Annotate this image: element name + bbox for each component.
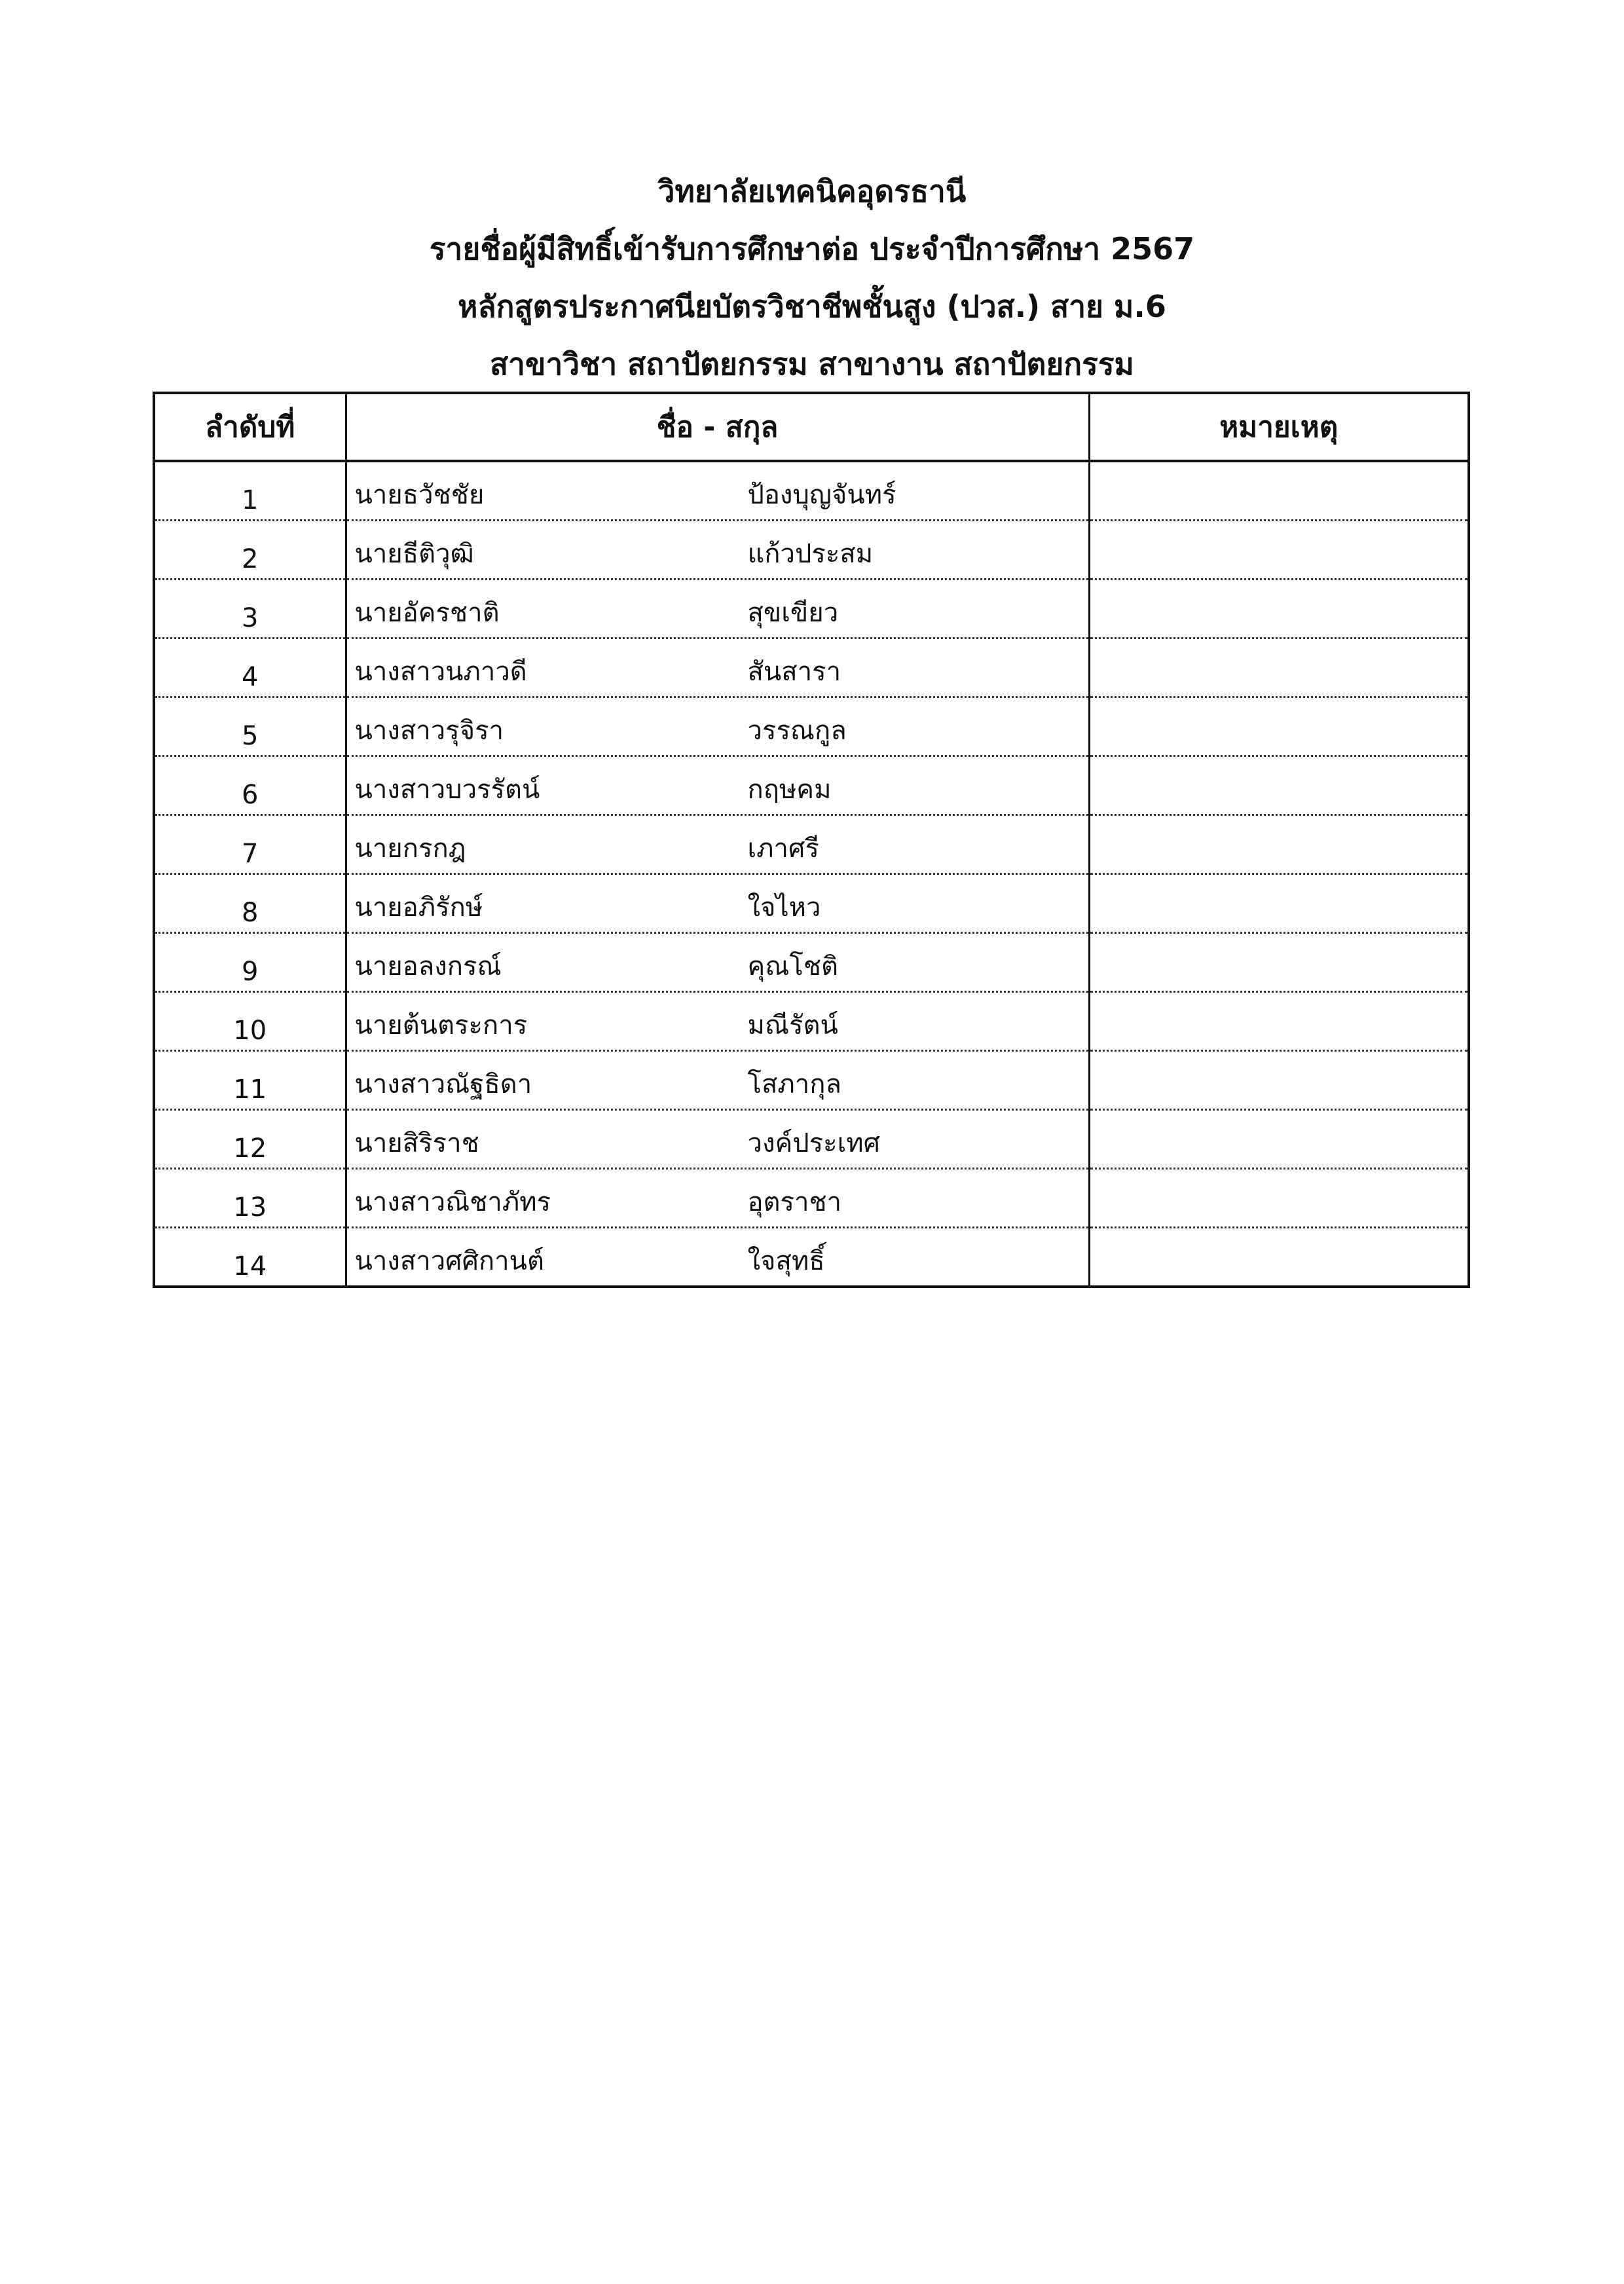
row-number: 1 xyxy=(154,461,346,521)
row-remarks xyxy=(1089,933,1469,992)
first-name: นายอลงกรณ์ xyxy=(354,951,502,982)
row-number: 3 xyxy=(154,580,346,638)
row-number: 11 xyxy=(154,1051,346,1110)
last-name: แก้วประสม xyxy=(747,539,874,569)
row-full-name xyxy=(346,638,1089,697)
row-remarks xyxy=(1089,815,1469,874)
roster-table xyxy=(153,392,1470,1288)
row-full-name xyxy=(346,1228,1089,1287)
first-name: นายกรกฎ xyxy=(354,834,466,864)
row-number: 14 xyxy=(233,1251,267,1281)
row-number: 5 xyxy=(154,697,346,756)
table-row xyxy=(154,1228,1469,1287)
last-name: ป้องบุญจันทร์ xyxy=(747,480,896,510)
table-row xyxy=(154,756,1469,815)
row-full-name xyxy=(346,1110,1089,1169)
table-row xyxy=(154,521,1469,580)
first-name: นายธีติวุฒิ xyxy=(354,539,474,569)
row-full-name xyxy=(346,874,1089,933)
first-name: นายอัครชาติ xyxy=(354,598,500,628)
institution-title xyxy=(0,162,1624,220)
roster-body xyxy=(154,461,1469,1287)
row-number: 9 xyxy=(154,933,346,992)
row-full-name xyxy=(346,697,1089,756)
row-number: 13 xyxy=(154,1169,346,1228)
row-remarks xyxy=(1089,874,1469,933)
announcement-title xyxy=(0,220,1624,278)
row-full-name xyxy=(346,933,1089,992)
roster-header-row xyxy=(154,393,1469,461)
program-title-text: หลักสูตรประกาศนียบัตรวิชาชีพชั้นสูง (ปวส.) สาย ม.6 xyxy=(458,289,1166,324)
first-name: นางสาวณัฐธิดา xyxy=(354,1069,532,1099)
row-full-name xyxy=(346,992,1089,1051)
table-row xyxy=(154,1051,1469,1110)
table-row xyxy=(154,638,1469,697)
column-header-name: ชื่อ - สกุล xyxy=(346,393,1089,461)
first-name: นายอภิรักษ์ xyxy=(354,893,483,923)
row-remarks xyxy=(1089,638,1469,697)
row-remarks xyxy=(1089,1228,1469,1287)
row-remarks xyxy=(1089,756,1469,815)
table-row xyxy=(154,1169,1469,1228)
row-number: 8 xyxy=(154,874,346,933)
row-full-name xyxy=(346,521,1089,580)
last-name: มณีรัตน์ xyxy=(747,1010,838,1041)
table-row xyxy=(154,580,1469,638)
row-full-name xyxy=(346,461,1089,521)
program-title xyxy=(0,278,1624,335)
document-header xyxy=(0,162,1624,393)
table-row xyxy=(154,815,1469,874)
row-full-name xyxy=(346,1169,1089,1228)
row-number: 12 xyxy=(154,1110,346,1169)
first-name: นายธวัชชัย xyxy=(354,480,485,510)
table-row xyxy=(154,1110,1469,1169)
table-row xyxy=(154,697,1469,756)
last-name: สุขเขียว xyxy=(747,598,839,628)
row-remarks xyxy=(1089,697,1469,756)
first-name: นางสาวบวรรัตน์ xyxy=(354,775,540,805)
last-name: วรรณกูล xyxy=(747,716,847,746)
row-number: 10 xyxy=(154,992,346,1051)
row-remarks xyxy=(1089,461,1469,521)
last-name: ใจสุทธิ์ xyxy=(747,1246,825,1276)
first-name: นายต้นตระการ xyxy=(354,1010,528,1041)
first-name: นางสาวรุจิรา xyxy=(354,716,504,746)
row-number: 7 xyxy=(154,815,346,874)
row-number: 2 xyxy=(154,521,346,580)
announcement-title-text: รายชื่อผู้มีสิทธิ์เข้ารับการศึกษาต่อ ประจำปีการศึกษา 2567 xyxy=(429,231,1195,267)
row-full-name xyxy=(346,756,1089,815)
table-row xyxy=(154,992,1469,1051)
first-name: นางสาวนภาวดี xyxy=(354,657,527,687)
first-name: นางสาวณิชาภัทร xyxy=(354,1187,551,1217)
field-title xyxy=(0,335,1624,393)
row-full-name xyxy=(346,1051,1089,1110)
last-name: เภาศรี xyxy=(747,834,819,864)
row-remarks xyxy=(1089,1169,1469,1228)
row-number: 4 xyxy=(154,638,346,697)
last-name: กฤษคม xyxy=(747,775,832,805)
last-name: อุตราชา xyxy=(747,1187,842,1217)
table-row xyxy=(154,933,1469,992)
first-name: นางสาวศศิกานต์ xyxy=(354,1246,544,1276)
row-full-name xyxy=(346,815,1089,874)
row-full-name xyxy=(346,580,1089,638)
last-name: คุณโชติ xyxy=(747,951,838,982)
table-row xyxy=(154,874,1469,933)
last-name: วงค์ประเทศ xyxy=(747,1128,881,1158)
row-remarks xyxy=(1089,580,1469,638)
row-remarks xyxy=(1089,1110,1469,1169)
row-remarks xyxy=(1089,992,1469,1051)
last-name: ใจไหว xyxy=(747,893,821,923)
institution-title-text: วิทยาลัยเทคนิคอุดรธานี xyxy=(657,174,967,209)
table-row xyxy=(154,461,1469,521)
field-title-text: สาขาวิชา สถาปัตยกรรม สาขางาน สถาปัตยกรรม xyxy=(490,346,1134,382)
row-number: 6 xyxy=(154,756,346,815)
column-header-number: ลำดับที่ xyxy=(154,393,346,461)
first-name: นายสิริราช xyxy=(354,1128,479,1158)
last-name: โสภากุล xyxy=(747,1069,841,1099)
last-name: สันสารา xyxy=(747,657,841,687)
row-remarks xyxy=(1089,521,1469,580)
column-header-remarks: หมายเหตุ xyxy=(1089,393,1469,461)
row-remarks xyxy=(1089,1051,1469,1110)
